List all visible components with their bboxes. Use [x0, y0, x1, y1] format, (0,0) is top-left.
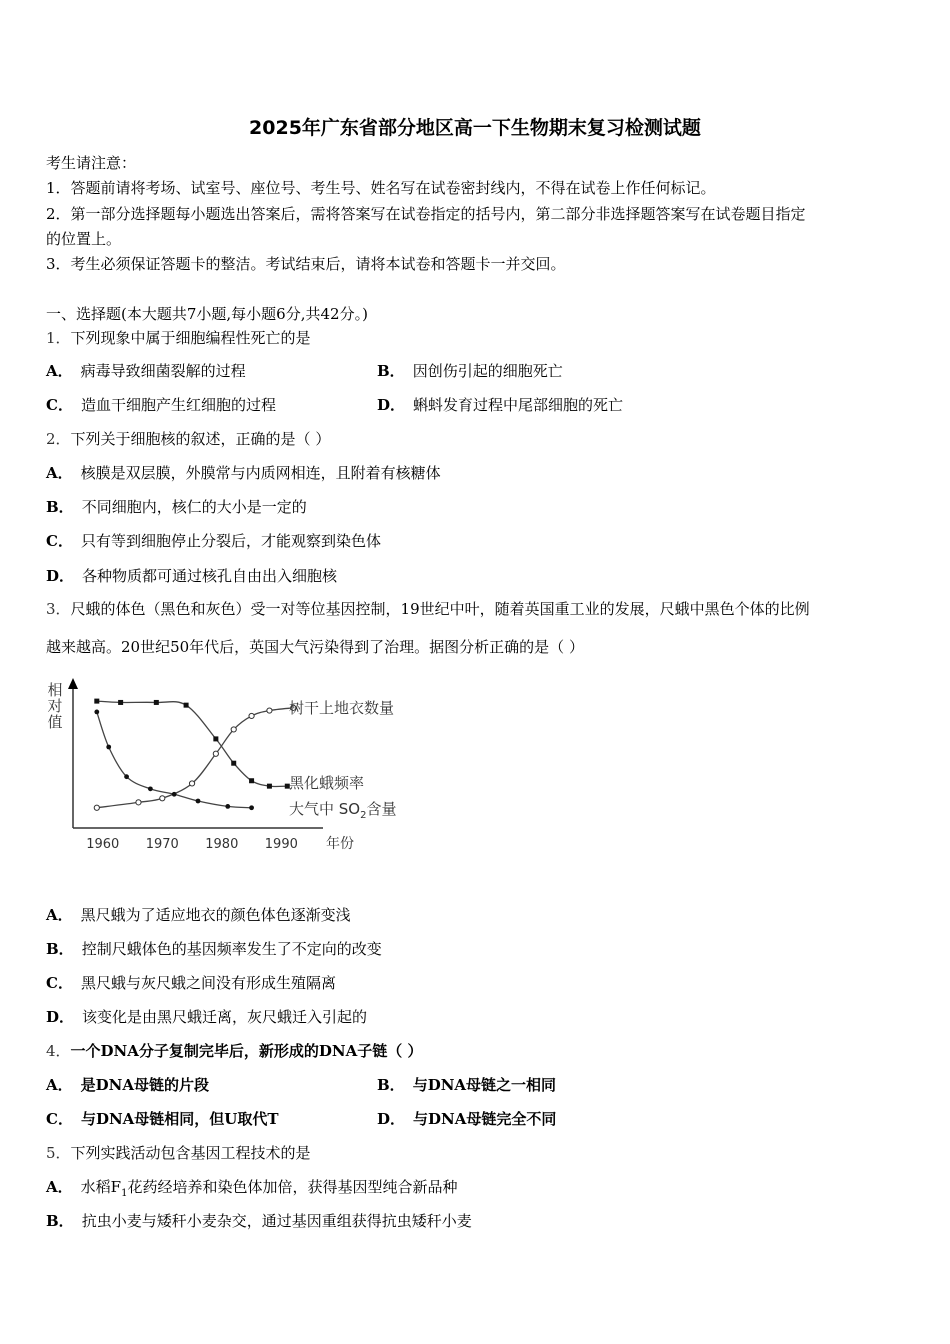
option-text — [80, 1178, 458, 1199]
subscript: 1 — [121, 1188, 128, 1199]
option-text: 控制尺蛾体色的基因频率发生了不定向的改变 — [81, 940, 382, 958]
question-number: 3． — [46, 600, 71, 618]
option-2a[interactable] — [46, 462, 441, 483]
data-point — [231, 761, 236, 766]
option-label: C． — [46, 1110, 73, 1128]
option-1c[interactable] — [46, 394, 276, 415]
question-stem: 下列实践活动包含基因工程技术的是 — [70, 1144, 311, 1162]
option-label: B． — [46, 940, 74, 958]
option-1d[interactable] — [377, 394, 623, 415]
option-label: A． — [46, 1178, 73, 1196]
question-3-cont: 越来越高。20世纪50年代后，英国大气污染得到了治理。据图分析正确的是（ ） — [46, 638, 584, 656]
option-text: 病毒导致细菌裂解的过程 — [80, 362, 246, 380]
option-label: A． — [46, 906, 73, 924]
option-text: 因创伤引起的细胞死亡 — [412, 362, 563, 380]
option-4a[interactable] — [46, 1074, 209, 1095]
y-axis-arrow — [68, 678, 78, 689]
x-tick-label: 1990 — [264, 837, 298, 852]
question-4 — [46, 1040, 423, 1061]
notice-item: 1．答题前请将考场、试室号、座位号、考生号、姓名写在试卷密封线内，不得在试卷上作任何标记。 — [46, 179, 716, 197]
option-label: A． — [46, 464, 73, 482]
data-point — [189, 781, 194, 786]
option-label: C． — [46, 396, 73, 414]
legend-text-pre: 大气中 SO — [289, 800, 361, 818]
series-line — [97, 708, 293, 808]
data-point — [94, 805, 99, 810]
question-stem: 下列关于细胞核的叙述，正确的是（ ） — [70, 430, 331, 448]
notice-item: 3．考生必须保证答题卡的整洁。考试结束后，请将本试卷和答题卡一并交回。 — [46, 255, 566, 273]
question-number: 5． — [46, 1144, 71, 1162]
data-point — [213, 736, 218, 741]
series-line — [97, 701, 287, 786]
data-point — [184, 703, 189, 708]
option-label: C． — [46, 532, 73, 550]
option-text: 造血干细胞产生红细胞的过程 — [80, 396, 276, 414]
chart-curves — [94, 699, 296, 811]
option-3b[interactable] — [46, 938, 382, 959]
option-label: A． — [46, 362, 73, 380]
option-text: 只有等到细胞停止分裂后，才能观察到染色体 — [80, 532, 381, 550]
option-2d[interactable] — [46, 565, 337, 586]
option-5a[interactable] — [46, 1176, 457, 1199]
option-4b[interactable] — [377, 1074, 556, 1095]
option-label: B． — [46, 498, 74, 516]
notice-item: 2．第一部分选择题每小题选出答案后，需将答案写在试卷指定的括号内，第二部分非选择题答案写在试卷题目指定 — [46, 205, 806, 223]
option-label: B． — [46, 1212, 74, 1230]
question-number: 2． — [46, 430, 71, 448]
option-label: B． — [377, 1076, 405, 1094]
data-point — [249, 805, 254, 810]
option-text: 与DNA母链之一相同 — [412, 1076, 557, 1094]
question-5 — [46, 1142, 311, 1163]
option-label: C． — [46, 974, 73, 992]
data-point — [267, 708, 272, 713]
x-axis-label: 年份 — [326, 836, 354, 852]
option-text: 该变化是由黑尺蛾迁离，灰尺蛾迁入引起的 — [82, 1008, 368, 1026]
question-1 — [46, 327, 311, 348]
y-axis-label-char: 相 — [47, 681, 63, 699]
option-text: 抗虫小麦与矮秆小麦杂交，通过基因重组获得抗虫矮秆小麦 — [81, 1212, 472, 1230]
option-text: 各种物质都可通过核孔自由出入细胞核 — [82, 567, 338, 585]
option-5b[interactable] — [46, 1210, 472, 1231]
option-2c[interactable] — [46, 530, 381, 551]
data-point — [249, 778, 254, 783]
option-4d[interactable] — [377, 1108, 556, 1129]
chart-axes — [68, 678, 323, 828]
option-label: D． — [46, 1008, 75, 1026]
legend-text-post: 含量 — [366, 800, 397, 818]
y-axis-label-char: 值 — [47, 713, 63, 731]
question-stem: 一个DNA分子复制完毕后，新形成的DNA子链（ ） — [70, 1042, 423, 1060]
data-point — [94, 710, 99, 715]
option-text: 不同细胞内，核仁的大小是一定的 — [81, 498, 307, 516]
notice-item: 的位置上。 — [46, 230, 122, 248]
data-point — [231, 727, 236, 732]
legend-subscript: 2 — [360, 810, 367, 821]
data-point — [148, 786, 153, 791]
option-text: 黑尺蛾为了适应地衣的颜色体色逐渐变浅 — [80, 906, 351, 924]
x-tick-label: 1970 — [145, 837, 179, 852]
option-text-post: 花药经培养和染色体加倍，获得基因型纯合新品种 — [127, 1178, 458, 1196]
option-text: 核膜是双层膜，外膜常与内质网相连，且附着有核糖体 — [80, 464, 441, 482]
page-title: 2025年广东省部分地区高一下生物期末复习检测试题 — [249, 117, 701, 139]
data-point — [172, 792, 177, 797]
data-point — [124, 774, 129, 779]
option-3a[interactable] — [46, 904, 351, 925]
x-tick-label: 1980 — [205, 837, 239, 852]
data-point — [196, 799, 201, 804]
x-tick-label: 1960 — [86, 837, 120, 852]
data-point — [118, 700, 123, 705]
question-stem: 尺蛾的体色（黑色和灰色）受一对等位基因控制，19世纪中叶，随着英国重工业的发展，尺蛾中黑色个体的比例 — [70, 600, 810, 618]
option-label: D． — [377, 396, 406, 414]
option-3d[interactable] — [46, 1006, 367, 1027]
question-number: 1． — [46, 329, 71, 347]
data-point — [154, 700, 159, 705]
legend-label: 黑化蛾频率 — [289, 774, 365, 792]
data-point — [267, 784, 272, 789]
chart-labels — [47, 681, 396, 852]
option-label: B． — [377, 362, 405, 380]
option-2b[interactable] — [46, 496, 307, 517]
option-text: 与DNA母链完全不同 — [413, 1110, 557, 1128]
option-label: D． — [46, 567, 75, 585]
question-number: 4． — [46, 1042, 71, 1060]
option-text: 黑尺蛾与灰尺蛾之间没有形成生殖隔离 — [80, 974, 336, 992]
section-heading: 一、选择题(本大题共7小题,每小题6分,共42分。) — [46, 305, 368, 323]
y-axis-label-char: 对 — [47, 697, 63, 715]
option-text-pre: 水稻F — [80, 1178, 122, 1196]
option-text: 蝌蚪发育过程中尾部细胞的死亡 — [413, 396, 624, 414]
option-4c[interactable] — [46, 1108, 279, 1129]
data-point — [160, 796, 165, 801]
data-point — [106, 745, 111, 750]
data-point — [213, 751, 218, 756]
option-text: 是DNA母链的片段 — [80, 1076, 209, 1094]
question-2 — [46, 428, 330, 449]
legend-label: 树干上地衣数量 — [289, 699, 395, 717]
option-label: D． — [377, 1110, 406, 1128]
notice-heading: 考生请注意： — [46, 154, 137, 172]
question-3 — [46, 598, 810, 619]
option-label: A． — [46, 1076, 73, 1094]
option-3c[interactable] — [46, 972, 336, 993]
option-1a[interactable] — [46, 360, 246, 381]
option-1b[interactable] — [377, 360, 563, 381]
data-point — [94, 699, 99, 704]
data-point — [249, 713, 254, 718]
moth-chart — [40, 675, 420, 865]
data-point — [136, 800, 141, 805]
option-text: 与DNA母链相同，但U取代T — [80, 1110, 279, 1128]
question-stem: 下列现象中属于细胞编程性死亡的是 — [70, 329, 311, 347]
legend-label — [289, 800, 397, 821]
data-point — [225, 804, 230, 809]
